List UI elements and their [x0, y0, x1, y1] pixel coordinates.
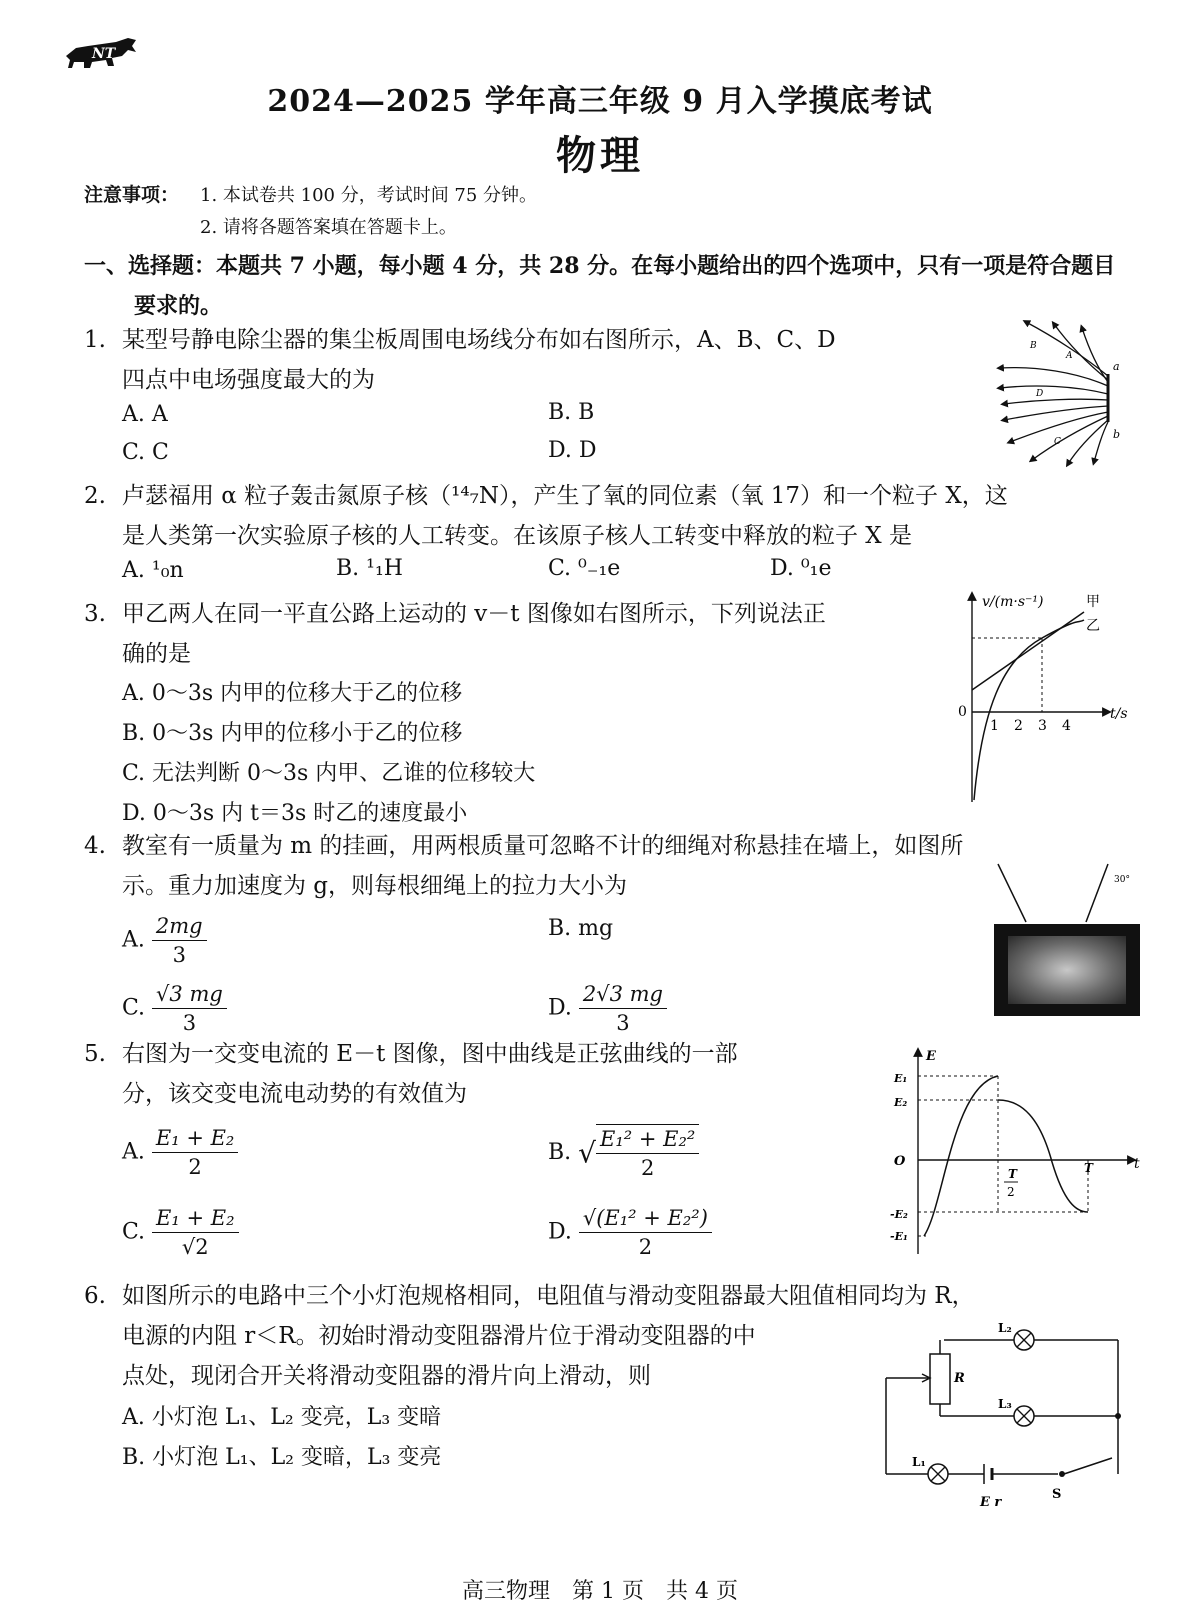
q6-stem-line1: 如图所示的电路中三个小灯泡规格相同，电阻值与滑动变阻器最大阻值相同均为 R， [122, 1283, 975, 1309]
q6-option-a[interactable]: A. 小灯泡 L₁、L₂ 变亮，L₃ 变暗 [122, 1405, 442, 1430]
q5-label-negE1: -E₁ [890, 1230, 908, 1243]
q1-option-c[interactable]: C. C [122, 440, 169, 465]
q6-label-R: R [954, 1371, 965, 1386]
q4-angle-label: 30° [1114, 875, 1130, 885]
q3-label-yi: 乙 [1086, 618, 1100, 634]
q5-option-c-den: √2 [181, 1235, 209, 1259]
q1-fig-label-C: C [1054, 437, 1061, 447]
q5-option-b-fraction [596, 1124, 699, 1182]
q5-option-a-den: 2 [188, 1155, 202, 1179]
section-heading-text: 一、选择题：本题共 7 小题，每小题 4 分，共 28 分。在每小题给出的四个选项中，只有一项是符合题目要求的。 [84, 253, 1116, 319]
q4-option-d[interactable] [548, 980, 667, 1037]
q3-stem-line2: 确的是 [122, 641, 191, 667]
q5-option-b-prefix: B. [548, 1140, 572, 1165]
q5-option-d[interactable] [548, 1204, 712, 1261]
q2-option-d[interactable]: D. ⁰₁e [770, 556, 832, 581]
q1-number: 1. [84, 327, 106, 353]
q6-stem-line2: 电源的内阻 r＜R。初始时滑动变阻器滑片位于滑动变阻器的中 [122, 1323, 756, 1349]
q5-label-E2: E₂ [894, 1096, 908, 1109]
q5-et-graph [890, 1046, 1150, 1258]
q4-option-d-num: 2√3 mg [579, 980, 667, 1009]
q5-ylabel: E [926, 1049, 936, 1064]
q6-label-L1: L₁ [912, 1455, 926, 1469]
q1-fig-label-b: b [1113, 428, 1121, 441]
notice-item-1: 1. 本试卷共 100 分，考试时间 75 分钟。 [200, 185, 538, 206]
q5-option-b[interactable] [548, 1124, 699, 1182]
q4-option-c-den: 3 [182, 1011, 197, 1035]
q5-option-c[interactable] [122, 1204, 239, 1261]
q2-option-b[interactable]: B. ¹₁H [336, 556, 403, 581]
q5-option-d-prefix: D. [548, 1219, 572, 1245]
q3-tick-2: 2 [1014, 718, 1023, 734]
q5-option-d-den: 2 [638, 1235, 653, 1259]
q5-label-E1: E₁ [894, 1072, 908, 1085]
q6-label-L2: L₂ [998, 1321, 1012, 1335]
q3-line-jia [972, 612, 1084, 690]
q5-option-b-sqrt-icon: √ [578, 1136, 597, 1170]
q1-option-b[interactable]: B. B [548, 400, 595, 425]
q3-number: 3. [84, 601, 106, 627]
q5-stem-line2: 分，该交变电流电动势的有效值为 [122, 1081, 467, 1107]
q3-stem-line1: 甲乙两人在同一平直公路上运动的 v－t 图像如右图所示，下列说法正 [122, 601, 826, 627]
svg-text:NT: NT [92, 46, 116, 62]
q5-xlabel: t [1134, 1156, 1140, 1172]
q6-label-L3: L₃ [998, 1397, 1012, 1411]
q5-label-negE2: -E₂ [890, 1208, 908, 1221]
q3-option-b[interactable]: B. 0～3s 内甲的位移小于乙的位移 [122, 721, 463, 746]
q3-ylabel: v/(m·s⁻¹) [982, 594, 1044, 610]
q3-origin: 0 [958, 704, 967, 720]
subject-title: 物理 [556, 132, 644, 179]
q4-painting-image [1008, 936, 1126, 1004]
q5-option-a[interactable] [122, 1124, 238, 1181]
q4-option-d-den: 3 [616, 1011, 630, 1035]
q5-option-d-fraction [579, 1204, 712, 1261]
q4-number: 4. [84, 833, 106, 859]
q4-option-a-prefix: A. [122, 927, 145, 953]
notice-label: 注意事项： [84, 184, 180, 206]
q4-option-d-prefix: D. [548, 995, 572, 1021]
q4-option-c[interactable] [122, 980, 227, 1037]
q2-stem-line1: 卢瑟福用 α 粒子轰击氮原子核（¹⁴₇N），产生了氧的同位素（氧 17）和一个粒子 X，这 [122, 483, 1008, 509]
q5-option-a-num: E₁ + E₂ [152, 1124, 238, 1153]
q5-option-d-num: √(E₁² + E₂²) [579, 1204, 712, 1233]
q4-option-a-num: 2mg [152, 912, 207, 941]
exam-title: 2024—2025 学年高三年级 9 月入学摸底考试 [267, 84, 933, 119]
q3-option-d[interactable]: D. 0～3s 内 t＝3s 时乙的速度最小 [122, 801, 468, 826]
q5-number: 5. [84, 1041, 106, 1067]
q6-label-Er: E r [980, 1495, 1002, 1510]
page-footer: 高三物理 第 1 页 共 4 页 [462, 1579, 738, 1604]
q1-fig-label-B: B [1030, 341, 1037, 351]
q4-option-c-fraction [152, 980, 227, 1037]
q4-option-b[interactable]: B. mg [548, 916, 614, 941]
q4-stem-line1: 教室有一质量为 m 的挂画，用两根质量可忽略不计的细绳对称悬挂在墙上，如图所 [122, 833, 964, 859]
q1-field-line-figure [996, 318, 1138, 468]
q4-painting [994, 924, 1140, 1016]
notice-item-2: 2. 请将各题答案填在答题卡上。 [200, 217, 457, 238]
q6-circuit-diagram [880, 1318, 1150, 1530]
q3-xlabel: t/s [1110, 706, 1128, 722]
q1-fig-label-A: A [1066, 351, 1073, 361]
q3-option-a[interactable]: A. 0～3s 内甲的位移大于乙的位移 [122, 681, 463, 706]
q2-stem-line2: 是人类第一次实验原子核的人工转变。在该原子核人工转变中释放的粒子 X 是 [122, 523, 912, 549]
q3-tick-4: 4 [1062, 718, 1071, 734]
q4-rope-figure [990, 860, 1150, 924]
q5-origin: O [894, 1154, 906, 1169]
q4-option-a[interactable] [122, 912, 207, 969]
section-heading [84, 246, 1134, 326]
q4-stem-line2: 示。重力加速度为 g，则每根细绳上的拉力大小为 [122, 873, 628, 899]
q2-option-a[interactable]: A. ¹₀n [122, 558, 184, 583]
q5-option-a-fraction [152, 1124, 238, 1181]
q4-option-a-den: 3 [172, 943, 186, 967]
q1-stem-line2: 四点中电场强度最大的为 [122, 367, 375, 393]
q6-stem-line3: 点处，现闭合开关将滑动变阻器的滑片向上滑动，则 [122, 1363, 651, 1389]
q5-half-T-num: T [1008, 1167, 1017, 1181]
q5-option-b-den: 2 [640, 1156, 655, 1180]
q5-option-a-prefix: A. [122, 1139, 145, 1165]
q3-vt-graph [958, 590, 1152, 812]
q6-number: 6. [84, 1283, 106, 1309]
q3-curve-yi [974, 620, 1084, 800]
q4-option-c-num: √3 mg [152, 980, 227, 1009]
q2-option-c[interactable]: C. ⁰₋₁e [548, 556, 621, 581]
q5-option-c-fraction [152, 1204, 238, 1261]
q4-option-d-fraction [579, 980, 667, 1037]
q3-tick-1: 1 [990, 718, 999, 734]
q6-label-S: S [1052, 1487, 1062, 1502]
q5-option-c-num: E₁ + E₂ [152, 1204, 238, 1233]
q6-option-b[interactable]: B. 小灯泡 L₁、L₂ 变暗，L₃ 变亮 [122, 1445, 442, 1470]
q4-option-c-prefix: C. [122, 995, 146, 1021]
q5-half-T-den: 2 [1007, 1185, 1015, 1199]
q3-tick-3: 3 [1038, 718, 1047, 734]
q3-option-c[interactable]: C. 无法判断 0～3s 内甲、乙谁的位移较大 [122, 761, 536, 786]
q1-option-a[interactable]: A. A [122, 402, 168, 427]
q5-label-T: T [1084, 1161, 1093, 1175]
q3-label-jia: 甲 [1086, 594, 1100, 610]
q1-fig-label-a: a [1113, 360, 1120, 373]
q4-option-a-fraction [152, 912, 207, 969]
q5-stem-line1: 右图为一交变电流的 E－t 图像，图中曲线是正弦曲线的一部 [122, 1041, 738, 1067]
q1-stem-line1: 某型号静电除尘器的集尘板周围电场线分布如右图所示，A、B、C、D [122, 327, 836, 353]
q5-option-c-prefix: C. [122, 1219, 146, 1245]
bull-logo-icon [62, 34, 142, 74]
q1-fig-label-D: D [1036, 389, 1044, 399]
q2-number: 2. [84, 483, 106, 509]
q1-option-d[interactable]: D. D [548, 438, 597, 463]
q5-option-b-num: E₁² + E₂² [596, 1125, 699, 1154]
